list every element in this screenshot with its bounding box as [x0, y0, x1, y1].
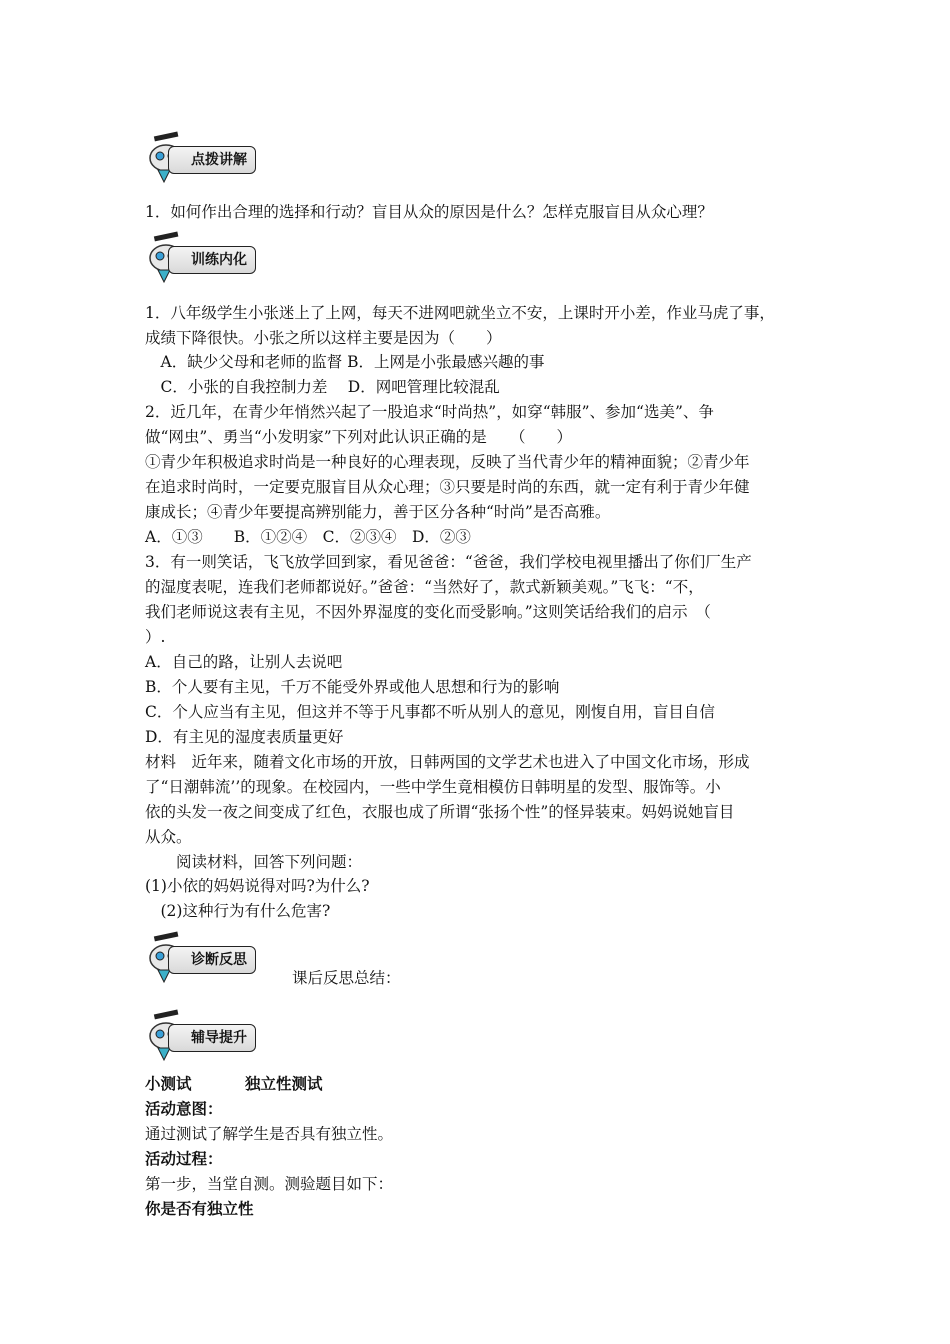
activity-intent-text: 通过测试了解学生是否具有独立性。 [145, 1125, 394, 1143]
text-line: 成绩下降很快。小张之所以这样主要是因为（ ） [145, 329, 502, 347]
text-line: 依的头发一夜之间变成了红色，衣服也成了所谓“张扬个性”的怪异装束。妈妈说她盲目 [145, 803, 735, 821]
section-banner-4 [140, 1006, 280, 1058]
activity-intent-label: 活动意图： [145, 1100, 223, 1118]
text-line: 1．如何作出合理的选择和行动？盲目从众的原因是什么？怎样克服盲目从众心理？ [145, 203, 713, 221]
text-line: ①青少年积极追求时尚是一种良好的心理表现，反映了当代青少年的精神面貌；②青少年 [145, 453, 750, 471]
text-line: A．①③ B．①②④ C．②③④ D．②③ [145, 528, 471, 546]
activity-process-text: 第一步，当堂自测。测验题目如下： [145, 1175, 394, 1193]
text-line: D．有主见的湿度表质量更好 [145, 728, 344, 746]
text-line: B．个人要有主见，千万不能受外界或他人思想和行为的影响 [145, 678, 560, 696]
section-banner-3 [140, 928, 280, 980]
text-line: 从众。 [145, 828, 192, 846]
text-line: C．小张的自我控制力差 D．网吧管理比较混乱 [145, 378, 500, 396]
text-line: 康成长；④青少年要提高辨别能力，善于区分各种“时尚”是否高雅。 [145, 503, 611, 521]
text-line: ）. [145, 628, 166, 646]
text-line: 2．近几年，在青少年悄然兴起了一股追求“时尚热”，如穿“韩服”、参加“选美”、争 [145, 403, 714, 421]
section-title: 辅导提升 [168, 1024, 256, 1052]
section-title: 点拨讲解 [168, 146, 256, 174]
activity-title-left: 小测试 [145, 1075, 192, 1093]
quiz-title: 你是否有独立性 [145, 1200, 254, 1218]
text-line: 的湿度表呢，连我们老师都说好。”爸爸：“当然好了，款式新颖美观。”飞飞：“不， [145, 578, 704, 596]
activity-title-right: 独立性测试 [245, 1075, 323, 1093]
text-line: 阅读材料，回答下列问题： [145, 853, 363, 871]
text-line: (1)小依的妈妈说得对吗?为什么? [145, 877, 370, 895]
text-line: 我们老师说这表有主见，不因外界湿度的变化而受影响。”这则笑话给我们的启示 （ [145, 603, 711, 621]
text-line: A．自己的路，让别人去说吧 [145, 653, 343, 671]
text-line: (2)这种行为有什么危害? [145, 902, 331, 920]
text-line: 了“日潮韩流’’的现象。在校园内，一些中学生竟相模仿日韩明星的发型、服饰等。小 [145, 778, 721, 796]
section-banner-2 [140, 228, 280, 280]
text-line: 3．有一则笑话，飞飞放学回到家，看见爸爸：“爸爸，我们学校电视里播出了你们厂生产 [145, 553, 752, 571]
text-line: 在追求时尚时，一定要克服盲目从众心理；③只要是时尚的东西，就一定有利于青少年健 [145, 478, 750, 496]
text-line: 材料 近年来，随着文化市场的开放，日韩两国的文学艺术也进入了中国文化市场，形成 [145, 753, 750, 771]
text-line: C．个人应当有主见，但这并不等于凡事都不听从别人的意见，刚愎自用，盲目自信 [145, 703, 715, 721]
section-banner-1 [140, 128, 280, 180]
text-line: 1．八年级学生小张迷上了上网，每天不进网吧就坐立不安，上课时开小差，作业马虎了事， [145, 304, 775, 322]
section-title: 训练内化 [168, 246, 256, 274]
text-line: 做“网虫”、勇当“小发明家”下列对此认识正确的是 （ ） [145, 428, 572, 446]
reflection-label: 课后反思总结： [292, 969, 401, 987]
section-title: 诊断反思 [168, 946, 256, 974]
text-line: A．缺少父母和老师的监督 B．上网是小张最感兴趣的事 [145, 353, 545, 371]
activity-process-label: 活动过程： [145, 1150, 223, 1168]
